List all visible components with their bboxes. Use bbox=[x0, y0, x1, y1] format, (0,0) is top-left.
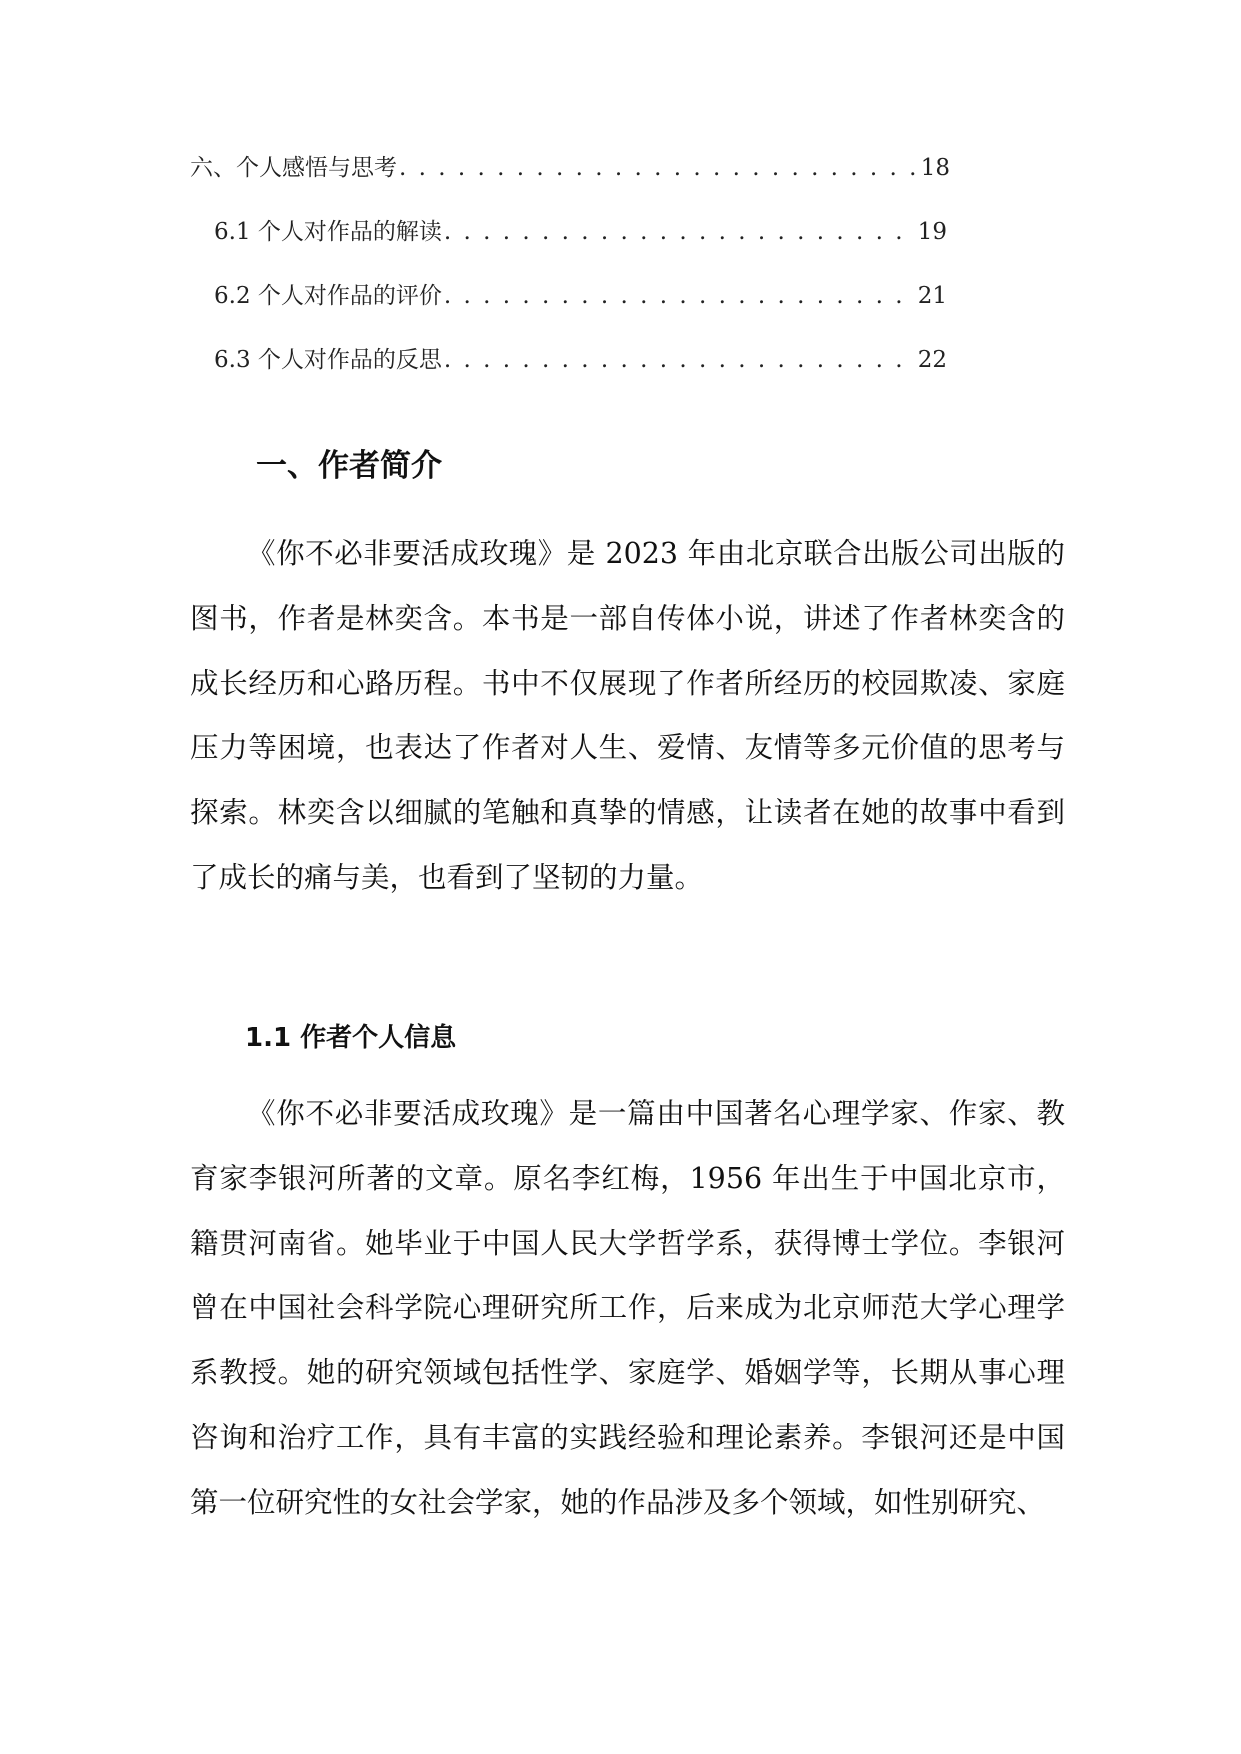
toc-entry-title: 6.2 个人对作品的评价 bbox=[214, 283, 442, 309]
toc-page-number: 21 bbox=[917, 283, 947, 309]
section-heading-author-intro: 一、作者简介 bbox=[256, 448, 442, 484]
toc-page-number: 18 bbox=[920, 155, 950, 181]
toc-page-number: 19 bbox=[917, 219, 947, 245]
toc-entry-6-1[interactable] bbox=[214, 212, 947, 252]
toc-entry-title: 6.3 个人对作品的反思 bbox=[214, 347, 442, 373]
toc-page-number: 22 bbox=[917, 347, 947, 373]
toc-entry-title: 6.1 个人对作品的解读 bbox=[214, 219, 442, 245]
toc-entry-title: 六、个人感悟与思考 bbox=[190, 155, 397, 181]
toc-entry-6-3[interactable] bbox=[214, 340, 947, 380]
toc-entry-6-2[interactable] bbox=[214, 276, 947, 316]
toc-dot-leader bbox=[444, 212, 916, 252]
toc-dot-leader bbox=[444, 340, 916, 380]
subsection-heading-author-info: 1.1 作者个人信息 bbox=[245, 1023, 457, 1053]
toc-dot-leader bbox=[444, 276, 916, 316]
toc-dot-leader bbox=[399, 148, 919, 188]
author-info-paragraph: 《你不必非要活成玫瑰》是一篇由中国著名心理学家、作家、教育家李银河所著的文章。原名李红梅，1956 年出生于中国北京市，籍贯河南省。她毕业于中国人民大学哲学系，获得博士学位。李银河曾在中国社会科学院心理研究所工作，后来成为北京师范大学心理学系教授。她的研究领域包括性学、家庭学、婚姻学等，长期从事心理咨询和治疗工作，具有丰富的实践经验和理论素养。李银河还是中国第一位研究性的女社会学家，她的作品涉及多个领域，如性别研究、 bbox=[190, 1097, 1065, 1519]
toc-entry-6[interactable] bbox=[190, 148, 950, 188]
author-intro-paragraph: 《你不必非要活成玫瑰》是 2023 年由北京联合出版公司出版的图书，作者是林奕含。本书是一部自传体小说，讲述了作者林奕含的成长经历和心路历程。书中不仅展现了作者所经历的校园欺凌、家庭压力等困境，也表达了作者对人生、爱情、友情等多元价值的思考与探索。林奕含以细腻的笔触和真挚的情感，让读者在她的故事中看到了成长的痛与美，也看到了坚韧的力量。 bbox=[190, 537, 1065, 894]
